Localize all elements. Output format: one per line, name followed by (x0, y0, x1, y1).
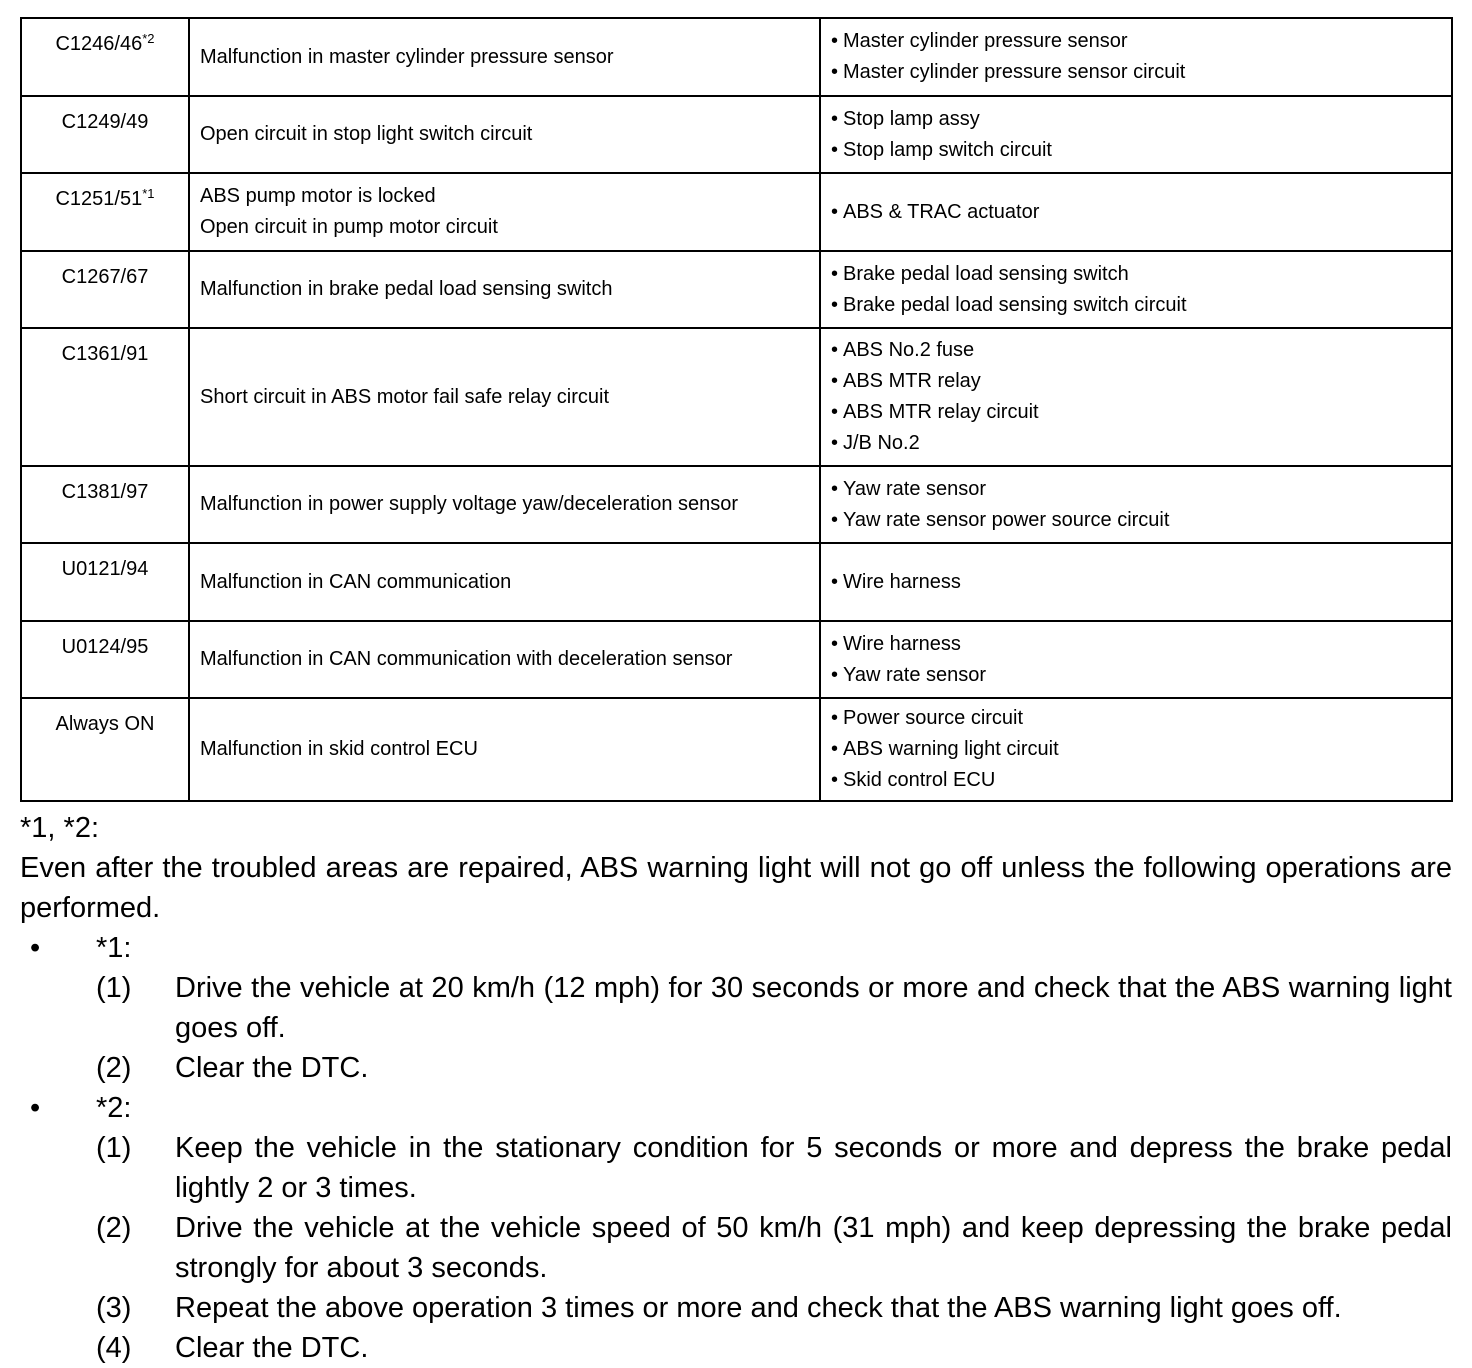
trouble-area-list (831, 26, 1441, 88)
detection-item-cell (189, 173, 820, 251)
note-reference: *1 (142, 186, 155, 201)
note-group-label: *2: (96, 1092, 132, 1124)
step-number: (2) (96, 1212, 132, 1244)
dtc-code-cell (21, 328, 189, 466)
trouble-area-item: • Skid control ECU (831, 765, 1441, 796)
dtc-code: C1249/49 (61, 111, 149, 133)
detection-item: Malfunction in power supply voltage yaw/deceleration sensor (200, 493, 739, 515)
dtc-code-cell (21, 466, 189, 543)
trouble-area-list (831, 197, 1441, 228)
trouble-area-item: • Stop lamp assy (831, 104, 1441, 135)
table-row (21, 621, 1452, 698)
detection-item: Open circuit in pump motor circuit (200, 216, 498, 238)
note-step (20, 1128, 1452, 1208)
detection-item: Malfunction in master cylinder pressure sensor (200, 45, 614, 68)
trouble-area-item: • Yaw rate sensor (831, 660, 1441, 691)
trouble-area-list (831, 474, 1441, 536)
step-text: Drive the vehicle at 20 km/h (12 mph) for 30 seconds or more and check that the ABS warning light goes off. (175, 972, 1452, 1044)
dtc-code-cell (21, 698, 189, 801)
detection-item-cell (189, 698, 820, 801)
trouble-area-list (831, 104, 1441, 166)
detection-item-cell (189, 18, 820, 96)
trouble-area-item: • Wire harness (831, 629, 1441, 660)
table-row (21, 466, 1452, 543)
trouble-area-cell (820, 621, 1452, 698)
trouble-area-cell (820, 698, 1452, 801)
note-reference: *2 (142, 31, 155, 46)
dtc-code-cell (21, 621, 189, 698)
notes-section (20, 808, 1452, 1368)
trouble-area-item: • ABS warning light circuit (831, 734, 1441, 765)
trouble-area-cell (820, 466, 1452, 543)
detection-item-cell (189, 96, 820, 173)
detection-item-cell (189, 543, 820, 621)
dtc-code-cell (21, 251, 189, 328)
detection-item: Open circuit in stop light switch circuit (200, 123, 533, 145)
step-number: (1) (96, 972, 132, 1004)
trouble-area-item: • ABS & TRAC actuator (831, 197, 1441, 228)
dtc-code: U0124/95 (61, 636, 149, 658)
note-group-header (20, 928, 1452, 968)
trouble-area-list (831, 259, 1441, 321)
detection-item-cell (189, 251, 820, 328)
note-groups (20, 928, 1452, 1368)
detection-item-cell (189, 621, 820, 698)
trouble-area-item: • ABS MTR relay (831, 366, 1441, 397)
step-text: Repeat the above operation 3 times or more and check that the ABS warning light goes off. (175, 1292, 1342, 1324)
dtc-code: Always ON (55, 713, 155, 735)
dtc-code: C1361/91 (61, 343, 149, 365)
step-number: (4) (96, 1332, 132, 1364)
table-row (21, 96, 1452, 173)
note-step (20, 1208, 1452, 1288)
note-group-label: *1: (96, 932, 132, 964)
trouble-area-cell (820, 328, 1452, 466)
step-text: Clear the DTC. (175, 1332, 369, 1364)
detection-item: Malfunction in CAN communication with deceleration sensor (200, 648, 733, 670)
note-step (20, 968, 1452, 1048)
dtc-code: C1246/46 (55, 33, 143, 55)
trouble-area-item: • Yaw rate sensor power source circuit (831, 505, 1441, 536)
dtc-code: C1251/51 (55, 188, 143, 210)
trouble-area-item: • Brake pedal load sensing switch circuit (831, 290, 1441, 321)
note-step (20, 1048, 1452, 1088)
dtc-code: C1267/67 (61, 266, 149, 288)
table-row (21, 173, 1452, 251)
trouble-area-cell (820, 251, 1452, 328)
trouble-area-list (831, 703, 1441, 796)
trouble-area-list (831, 567, 1441, 598)
dtc-table (20, 17, 1453, 802)
step-number: (3) (96, 1292, 132, 1324)
detection-item: Malfunction in skid control ECU (200, 738, 478, 760)
detection-item-cell (189, 328, 820, 466)
dtc-code-cell (21, 18, 189, 96)
notes-heading: *1, *2: (20, 812, 99, 844)
step-number: (1) (96, 1132, 132, 1164)
trouble-area-item: • Power source circuit (831, 703, 1441, 734)
trouble-area-cell (820, 96, 1452, 173)
dtc-code-cell (21, 96, 189, 173)
trouble-area-item: • Master cylinder pressure sensor circuit (831, 57, 1441, 88)
bullet-icon: • (30, 1092, 41, 1124)
trouble-area-item: • ABS No.2 fuse (831, 335, 1441, 366)
step-text: Drive the vehicle at the vehicle speed of 50 km/h (31 mph) and keep depressing the brake pedal strongly for about 3 seconds. (175, 1212, 1452, 1284)
step-number: (2) (96, 1052, 132, 1084)
trouble-area-item: • Yaw rate sensor (831, 474, 1441, 505)
trouble-area-item: • Master cylinder pressure sensor (831, 26, 1441, 57)
detection-item: Malfunction in brake pedal load sensing switch (200, 278, 613, 300)
trouble-area-list (831, 335, 1441, 459)
trouble-area-item: • Wire harness (831, 567, 1441, 598)
dtc-table-body (21, 18, 1452, 801)
step-text: Clear the DTC. (175, 1052, 369, 1084)
trouble-area-item: • J/B No.2 (831, 428, 1441, 459)
dtc-code-cell (21, 173, 189, 251)
trouble-area-cell (820, 18, 1452, 96)
notes-intro: Even after the troubled areas are repaired, ABS warning light will not go off unless the following operations are performed. (20, 852, 1452, 924)
table-row (21, 698, 1452, 801)
trouble-area-item: • Brake pedal load sensing switch (831, 259, 1441, 290)
detection-item: Malfunction in CAN communication (200, 570, 512, 593)
note-group-header (20, 1088, 1452, 1128)
note-step (20, 1328, 1452, 1368)
dtc-code-cell (21, 543, 189, 621)
trouble-area-cell (820, 173, 1452, 251)
dtc-code: C1381/97 (61, 481, 149, 503)
detection-item-cell (189, 466, 820, 543)
table-row (21, 543, 1452, 621)
trouble-area-item: • ABS MTR relay circuit (831, 397, 1441, 428)
detection-item: ABS pump motor is locked (200, 185, 436, 207)
note-step (20, 1288, 1452, 1328)
trouble-area-cell (820, 543, 1452, 621)
step-text: Keep the vehicle in the stationary condition for 5 seconds or more and depress the brake pedal lightly 2 or 3 times. (175, 1132, 1452, 1204)
bullet-icon: • (30, 932, 41, 964)
dtc-code: U0121/94 (61, 558, 149, 580)
detection-item: Short circuit in ABS motor fail safe relay circuit (200, 385, 610, 408)
table-row (21, 251, 1452, 328)
table-row (21, 328, 1452, 466)
trouble-area-item: • Stop lamp switch circuit (831, 135, 1441, 166)
trouble-area-list (831, 629, 1441, 691)
table-row (21, 18, 1452, 96)
